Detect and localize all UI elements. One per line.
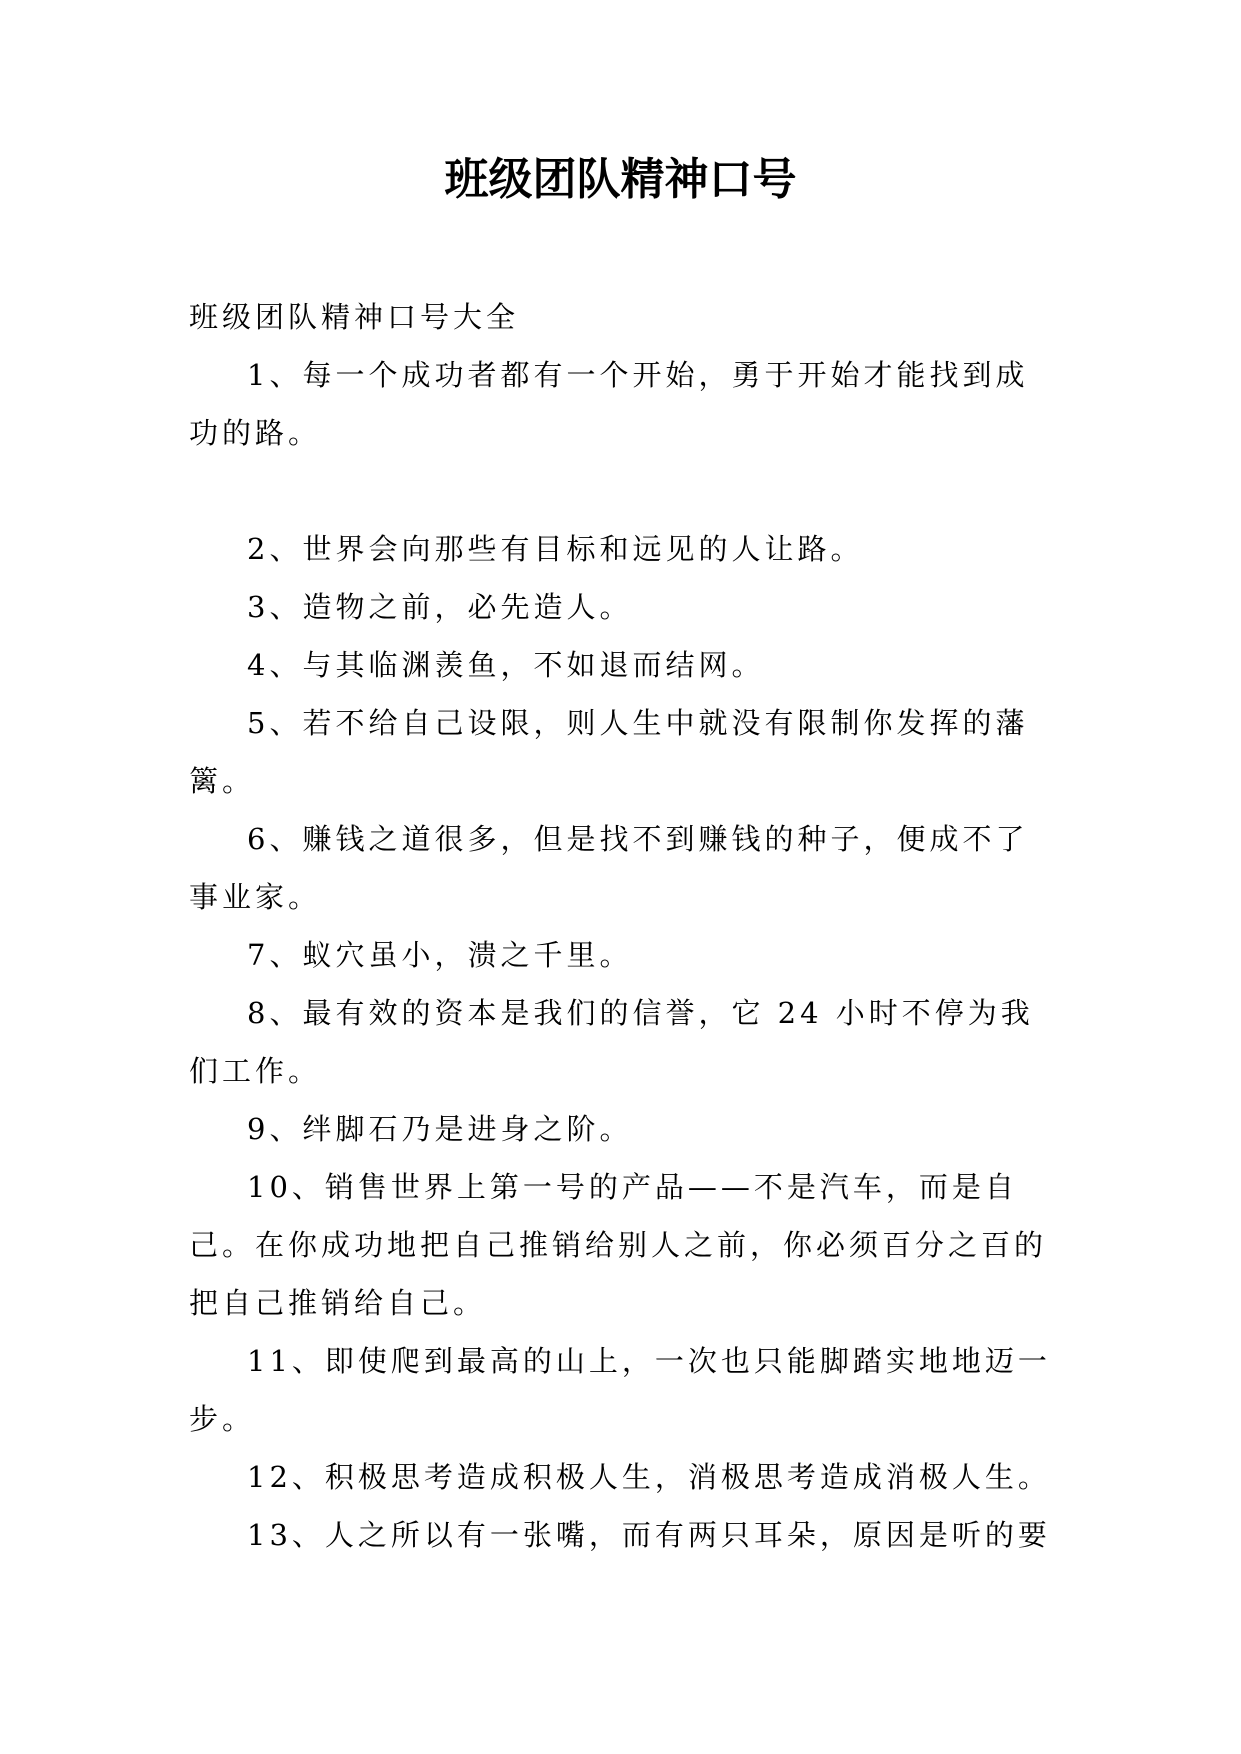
slogan-item-7: 7、蚁穴虽小，溃之千里。 xyxy=(247,938,633,972)
slogan-item-8: 8、最有效的资本是我们的信誉，它 24 小时不停为我们工作。 xyxy=(189,996,1034,1088)
slogan-item-10: 10、销售世界上第一号的产品——不是汽车，而是自己。在你成功地把自己推销给别人之前，你必须百分之百的把自己推销给自己。 xyxy=(189,1170,1048,1320)
slogan-item-3: 3、造物之前，必先造人。 xyxy=(247,590,633,624)
slogan-item-1: 1、每一个成功者都有一个开始，勇于开始才能找到成功的路。 xyxy=(189,358,1029,450)
slogan-item-5: 5、若不给自己设限，则人生中就没有限制你发挥的藩篱。 xyxy=(189,706,1029,798)
document-subtitle: 班级团队精神口号大全 xyxy=(189,300,520,334)
slogan-item-4: 4、与其临渊羡鱼，不如退而结网。 xyxy=(247,648,765,682)
slogan-item-13: 13、人之所以有一张嘴，而有两只耳朵，原因是听的要 xyxy=(247,1518,1051,1552)
slogan-item-12: 12、积极思考造成积极人生，消极思考造成消极人生。 xyxy=(247,1460,1051,1494)
slogan-item-6: 6、赚钱之道很多，但是找不到赚钱的种子，便成不了事业家。 xyxy=(189,822,1029,914)
paragraph-spacer xyxy=(189,462,1054,520)
document-title: 班级团队精神口号 xyxy=(444,154,797,205)
slogan-item-2: 2、世界会向那些有目标和远见的人让路。 xyxy=(247,532,864,566)
slogan-item-11: 11、即使爬到最高的山上，一次也只能脚踏实地地迈一步。 xyxy=(189,1344,1051,1436)
document-body xyxy=(189,288,1054,1564)
slogan-item-9: 9、绊脚石乃是进身之阶。 xyxy=(247,1112,633,1146)
